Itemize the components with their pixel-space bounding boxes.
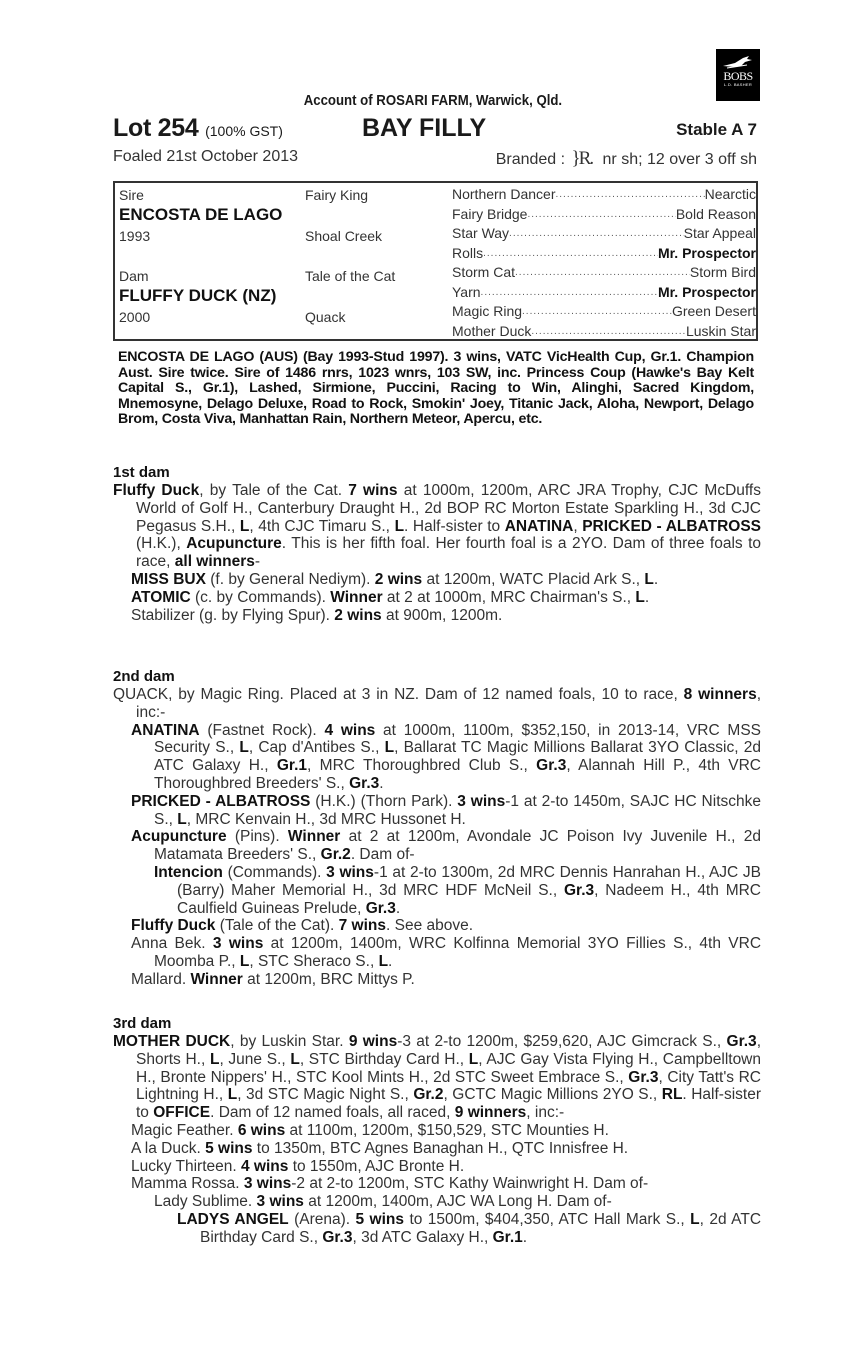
text-run: at 1100m, 1200m, $150,529, STC Mounties H. xyxy=(285,1121,609,1139)
progeny-entry xyxy=(113,935,761,971)
text-run: -3 at 2-to 1200m, $259,620, AJC Gimcrack S., xyxy=(397,1033,727,1050)
progeny-entry xyxy=(113,1193,761,1211)
bold-run: Intencion xyxy=(154,863,223,881)
progeny-entry xyxy=(113,793,761,829)
text-run: Mallard. xyxy=(131,970,191,988)
dot-leader xyxy=(515,263,690,283)
text-run: , Cap d'Antibes S., xyxy=(248,739,385,757)
bold-run: Fluffy Duck xyxy=(131,917,216,935)
text-run: , GCTC Magic Millions 2YO S., xyxy=(443,1086,662,1104)
parent-name: ENCOSTA DE LAGO xyxy=(119,205,283,224)
bold-run: L xyxy=(384,739,395,757)
logo-wordmark: BOBS xyxy=(723,69,753,83)
bold-run: ATOMIC xyxy=(131,588,191,606)
grandparent-name: Shoal Creek xyxy=(305,228,383,244)
ancestor-sire: Nearctic xyxy=(704,186,756,202)
section-heading: 3rd dam xyxy=(113,1015,172,1032)
text-run: . Half-sister to xyxy=(136,1086,761,1122)
pedigree-left-row xyxy=(119,226,449,246)
text-run: . See above. xyxy=(386,917,474,935)
bold-run: Gr.3 xyxy=(563,881,595,899)
text-run: , inc:- xyxy=(136,686,762,721)
bold-run: 3 wins xyxy=(243,1175,292,1193)
progeny-entry xyxy=(113,1175,761,1193)
pedigree-ancestor-row xyxy=(452,263,756,283)
pedigree-left-row xyxy=(119,205,449,226)
text-run: A la Duck. xyxy=(131,1139,206,1157)
text-run: Magic Feather. xyxy=(131,1121,238,1139)
text-run: , inc:- xyxy=(526,1104,565,1122)
bold-run: all winners xyxy=(174,553,255,571)
text-run: Lucky Thirteen. xyxy=(131,1157,241,1175)
text-run: (H.K.), xyxy=(136,535,187,553)
dam-entry xyxy=(113,1033,761,1122)
brand-description: nr sh; 12 over 3 off sh xyxy=(602,151,757,168)
bold-run: Gr.3 xyxy=(628,1068,659,1086)
text-run: , 3d ATC Galaxy H., xyxy=(352,1228,493,1246)
text-run: QUACK, by Magic Ring. Placed at 3 in NZ. Dam of 12 named foals, 10 to race, xyxy=(113,686,684,703)
logo-subtitle: L.D. BASHER xyxy=(723,82,753,87)
text-run: . xyxy=(379,774,384,792)
text-run: at 900m, 1200m. xyxy=(381,606,503,624)
dam-section xyxy=(113,464,761,624)
text-run: , Ballarat TC Magic Millions Ballarat 3YO Classic, 2d ATC Galaxy H., xyxy=(154,739,761,775)
text-run: , by Luskin Star. xyxy=(230,1033,349,1050)
bold-run: L xyxy=(177,810,187,828)
bold-run: PRICKED - ALBATROSS xyxy=(582,517,761,535)
bold-run: L xyxy=(239,739,249,757)
text-run: , AJC Gay Vista Flying H., Campbelltown H., Bronte Nippers' H., STC Kool Mints H., 2d STC Sweet Embrace S., xyxy=(136,1050,761,1086)
pedigree-grandparents xyxy=(452,185,756,341)
text-run: at 2 at 1200m, Avondale JC Poison Ivy Juvenile H., 2d Matamata Breeders' S., xyxy=(154,828,761,864)
bold-run: 7 wins xyxy=(338,917,386,935)
text-run: , by Tale of the Cat. xyxy=(199,482,349,499)
ancestor-name: Yarn xyxy=(452,283,481,300)
text-run: at 1000m, 1100m, $352,150, in 2013-14, VRC MSS Security S., xyxy=(154,721,761,757)
progeny-entry xyxy=(113,589,761,607)
bold-run: MOTHER DUCK xyxy=(113,1033,231,1050)
pedigree-label: Dam xyxy=(119,268,149,284)
bold-run: Gr.3 xyxy=(322,1228,353,1246)
dot-leader xyxy=(556,185,705,205)
bold-run: 4 wins xyxy=(241,1157,289,1175)
bold-run: PRICKED - ALBATROSS xyxy=(131,792,311,810)
bold-run: 7 wins xyxy=(348,482,398,499)
bold-run: 3 wins xyxy=(457,792,506,810)
dot-leader xyxy=(483,244,658,264)
dot-leader xyxy=(522,302,672,322)
text-run: (Arena). xyxy=(288,1210,356,1228)
dot-leader xyxy=(509,224,684,244)
text-run: . Dam of- xyxy=(350,846,415,864)
text-run: (Fastnet Rock). xyxy=(199,721,325,739)
text-run: at 1200m, WATC Placid Ark S., xyxy=(422,570,645,588)
bold-run: Gr.3 xyxy=(365,899,396,917)
ancestor-name: Storm Cat xyxy=(452,264,516,280)
text-run: , 4th CJC Timaru S., xyxy=(249,517,395,535)
pedigree-label: 2000 xyxy=(119,309,151,325)
text-run: at 1200m, 1400m, WRC Kolfinna Memorial 3YO Fillies S., 4th VRC Moomba P., xyxy=(154,935,762,970)
bold-run: LADYS ANGEL xyxy=(177,1210,289,1228)
parent-name: FLUFFY DUCK (NZ) xyxy=(119,286,277,305)
progeny-entry xyxy=(113,864,761,917)
pedigree-ancestor-row xyxy=(452,283,756,303)
pedigree-ancestor-row xyxy=(452,244,756,264)
bold-run: Gr.1 xyxy=(276,757,308,775)
bold-run: 3 wins xyxy=(326,863,374,881)
bold-run: 4 wins xyxy=(324,721,376,739)
section-heading: 1st dam xyxy=(113,464,170,481)
text-run: to 1550m, AJC Bronte H. xyxy=(288,1157,465,1175)
text-run: . xyxy=(522,1228,528,1246)
progeny-entry xyxy=(113,607,761,625)
text-run: . Half-sister to xyxy=(404,517,505,535)
lot-number xyxy=(113,114,283,143)
foaled-date: Foaled 21st October 2013 xyxy=(113,148,299,165)
bold-run: 2 wins xyxy=(334,606,382,624)
bold-run: 5 wins xyxy=(355,1210,405,1228)
bold-run: Winner xyxy=(190,970,243,988)
dam-entry xyxy=(113,686,761,722)
pedigree-left-row xyxy=(119,246,449,266)
pedigree-ancestor-row xyxy=(452,224,756,244)
horse-description: BAY FILLY xyxy=(362,114,487,142)
progeny-entry xyxy=(113,1122,761,1140)
text-run: (H.K.) (Thorn Park). xyxy=(310,792,458,810)
gst-note: (100% GST) xyxy=(205,123,283,139)
bold-run: 3 wins xyxy=(256,1193,304,1211)
bold-run: Gr.3 xyxy=(726,1033,757,1050)
text-run: , 3d STC Magic Night S., xyxy=(237,1086,414,1104)
bird-logo-icon xyxy=(721,55,755,69)
brand-mark-icon: }R. xyxy=(571,148,593,169)
bold-run: 8 winners xyxy=(683,686,757,703)
ancestor-name: Star Way xyxy=(452,225,510,241)
bold-run: L xyxy=(394,517,405,535)
text-run: , Shorts H., xyxy=(136,1033,761,1068)
bold-run: L xyxy=(468,1050,479,1068)
text-run: , Nadeem H., 4th MRC Caulfield Guineas Prelude, xyxy=(177,881,761,917)
pedigree-table xyxy=(113,181,758,341)
pedigree-ancestor-row xyxy=(452,322,756,342)
bold-run: L xyxy=(239,952,250,970)
ancestor-name: Magic Ring xyxy=(452,303,523,319)
lot-header xyxy=(113,114,761,144)
text-run: -2 at 2-to 1200m, STC Kathy Wainwright H. Dam of- xyxy=(291,1175,649,1193)
bold-run: ANATINA xyxy=(131,721,200,739)
text-run: , xyxy=(573,517,583,535)
ancestor-name: Northern Dancer xyxy=(452,186,556,202)
bold-run: Gr.3 xyxy=(536,757,567,775)
text-run: . xyxy=(388,952,393,970)
brand-info xyxy=(496,148,757,170)
dam-section xyxy=(113,668,761,989)
ancestor-sire: Bold Reason xyxy=(675,205,756,222)
text-run: , City Tatt's RC Lightning H., xyxy=(136,1068,761,1104)
bold-run: Gr.1 xyxy=(492,1228,523,1246)
pedigree-ancestor-row xyxy=(452,302,756,322)
dam-entry xyxy=(113,482,761,571)
bold-run: 5 wins xyxy=(205,1139,253,1157)
bold-run: 3 wins xyxy=(212,935,264,953)
pedigree-left-row xyxy=(119,307,449,327)
text-run: (Pins). xyxy=(226,828,288,846)
pedigree-ancestor-row xyxy=(452,205,756,225)
pedigree-parents xyxy=(119,185,449,327)
progeny-entry xyxy=(113,571,761,589)
text-run: at 1200m, 1400m, AJC WA Long H. Dam of- xyxy=(303,1193,612,1211)
lot-label: Lot 254 xyxy=(113,114,199,142)
bold-run: Gr.2 xyxy=(320,846,351,864)
bold-run: 9 wins xyxy=(348,1033,398,1050)
progeny-entry xyxy=(113,1211,761,1247)
bold-run: ANATINA xyxy=(504,517,574,535)
text-run: Anna Bek. xyxy=(131,935,213,953)
progeny-entry xyxy=(113,971,761,989)
sire-summary: ENCOSTA DE LAGO (AUS) (Bay 1993-Stud 1997). 3 wins, VATC VicHealth Cup, Gr.1. Champion Aust. Sire twice. Sire of 1486 rnrs, 1023 wnrs, 103 SW, inc. Princess Coup (Hawke's Bay Kelt Capital S., Gr.1), Lashed, Sirmione, Puccini, Racing to Win, Alinghi, Sacred Kingdom, Mnemosyne, Delago Deluxe, Road to Rock, Smokin' Joey, Titanic Jack, Aloha, Newport, Delago Brom, Costa Viva, Manhattan Rain, Northern Meteor, Apercu, etc. xyxy=(118,349,754,427)
ancestor-sire: Storm Bird xyxy=(689,264,756,280)
text-run: . xyxy=(653,570,659,588)
progeny-entry xyxy=(113,722,761,793)
ancestor-name: Rolls xyxy=(452,244,484,261)
progeny-entry xyxy=(113,1158,761,1176)
bold-run: L xyxy=(378,952,389,970)
bold-run: L xyxy=(209,1050,220,1068)
text-run: . Dam of 12 named foals, all raced, xyxy=(210,1104,455,1122)
text-run: , MRC Thoroughbred Club S., xyxy=(307,757,537,775)
bold-run: Gr.3 xyxy=(349,774,380,792)
bold-run: L xyxy=(690,1210,700,1228)
text-run: Mamma Rossa. xyxy=(131,1175,244,1193)
bold-run: Gr.2 xyxy=(413,1086,444,1104)
text-run: . xyxy=(395,899,401,917)
bold-run: L xyxy=(290,1050,300,1068)
pedigree-ancestor-row xyxy=(452,185,756,205)
text-run: Lady Sublime. xyxy=(154,1193,257,1211)
bold-run: RL xyxy=(661,1086,683,1104)
text-run: - xyxy=(254,553,261,571)
grandparent-name: Quack xyxy=(305,309,346,325)
text-run: Stabilizer (g. by Flying Spur). xyxy=(131,606,335,624)
dot-leader xyxy=(481,283,658,303)
bold-run: Acupuncture xyxy=(186,535,282,553)
progeny-entry xyxy=(113,917,761,935)
text-run: , June S., xyxy=(219,1050,291,1068)
ancestor-sire: Star Appeal xyxy=(683,225,756,241)
bold-run: 2 wins xyxy=(374,570,423,588)
pedigree-left-row xyxy=(119,286,449,307)
progeny-entry xyxy=(113,1140,761,1158)
bold-run: 6 wins xyxy=(237,1121,286,1139)
bold-run: MISS BUX xyxy=(131,570,206,588)
text-run: , MRC Kenvain H., 3d MRC Hussonet H. xyxy=(186,810,466,828)
text-run: at 1000m, 1200m, ARC JRA Trophy, CJC McDuffs World of Golf H., Canterbury Draught H., 2d BOP RC Morton Estate Sparkling H., 3d CJC Pegasus S.H., xyxy=(136,482,761,535)
bold-run: Winner xyxy=(287,828,341,846)
bold-run: L xyxy=(635,588,645,606)
bold-run: L xyxy=(227,1086,238,1104)
text-run: (c. by Commands). xyxy=(190,588,331,606)
text-run: at 2 at 1000m, MRC Chairman's S., xyxy=(382,588,636,606)
ancestor-sire: Green Desert xyxy=(671,303,756,319)
text-run: to 1350m, BTC Agnes Banaghan H., QTC Innisfree H. xyxy=(252,1139,629,1157)
text-run: -1 at 2-to 1300m, 2d MRC Dennis Hanrahan H., AJC JB (Barry) Maher Memorial H., 3d MRC HDF McNeil S., xyxy=(177,863,761,899)
bold-run: 9 winners xyxy=(454,1104,527,1122)
section-heading: 2nd dam xyxy=(113,668,175,685)
pedigree-label: Sire xyxy=(119,187,144,203)
ancestor-sire: Luskin Star xyxy=(685,322,756,339)
text-run: at 1200m, BRC Mittys P. xyxy=(242,970,415,988)
text-run: (Tale of the Cat). xyxy=(215,917,339,935)
text-run: , STC Birthday Card H., xyxy=(299,1050,469,1068)
text-run: , STC Sheraco S., xyxy=(249,952,379,970)
text-run: to 1500m, $404,350, ATC Hall Mark S., xyxy=(404,1210,691,1228)
text-run: (f. by General Nediym). xyxy=(205,570,375,588)
vendor-account: Account of ROSARI FARM, Warwick, Qld. xyxy=(303,92,563,109)
bold-run: OFFICE xyxy=(153,1104,211,1122)
dot-leader xyxy=(531,322,686,342)
bold-run: Winner xyxy=(330,588,383,606)
pedigree-label: 1993 xyxy=(119,228,151,244)
text-run: , 2d ATC Birthday Card S., xyxy=(200,1210,762,1246)
dam-section xyxy=(113,1015,761,1247)
grandparent-name: Fairy King xyxy=(305,187,369,203)
grandparent-name: Tale of the Cat xyxy=(305,268,396,284)
branded-label: Branded : xyxy=(495,151,566,168)
ancestor-sire: Mr. Prospector xyxy=(657,283,756,300)
text-run: . xyxy=(644,588,650,606)
pedigree-left-row xyxy=(119,185,449,205)
stable-location: Stable A 7 xyxy=(676,120,757,139)
dot-leader xyxy=(527,205,675,225)
bold-run: Acupuncture xyxy=(131,828,227,846)
ancestor-sire: Mr. Prospector xyxy=(657,244,756,261)
bold-run: L xyxy=(239,517,250,535)
text-run: (Commands). xyxy=(222,863,327,881)
bold-run: Fluffy Duck xyxy=(113,482,200,499)
text-run: , Alannah Hill P., 4th VRC Thoroughbred Breeders' S., xyxy=(154,757,761,792)
bold-run: L xyxy=(644,570,654,588)
ancestor-name: Fairy Bridge xyxy=(452,205,528,222)
publisher-logo xyxy=(716,49,760,101)
pedigree-left-row xyxy=(119,266,449,286)
progeny-entry xyxy=(113,828,761,864)
ancestor-name: Mother Duck xyxy=(452,322,532,339)
text-run: -1 at 2-to 1450m, SAJC HC Nitschke S., xyxy=(154,792,761,828)
text-run: . This is her fifth foal. Her fourth foal is a 2YO. Dam of three foals to race, xyxy=(136,535,761,571)
